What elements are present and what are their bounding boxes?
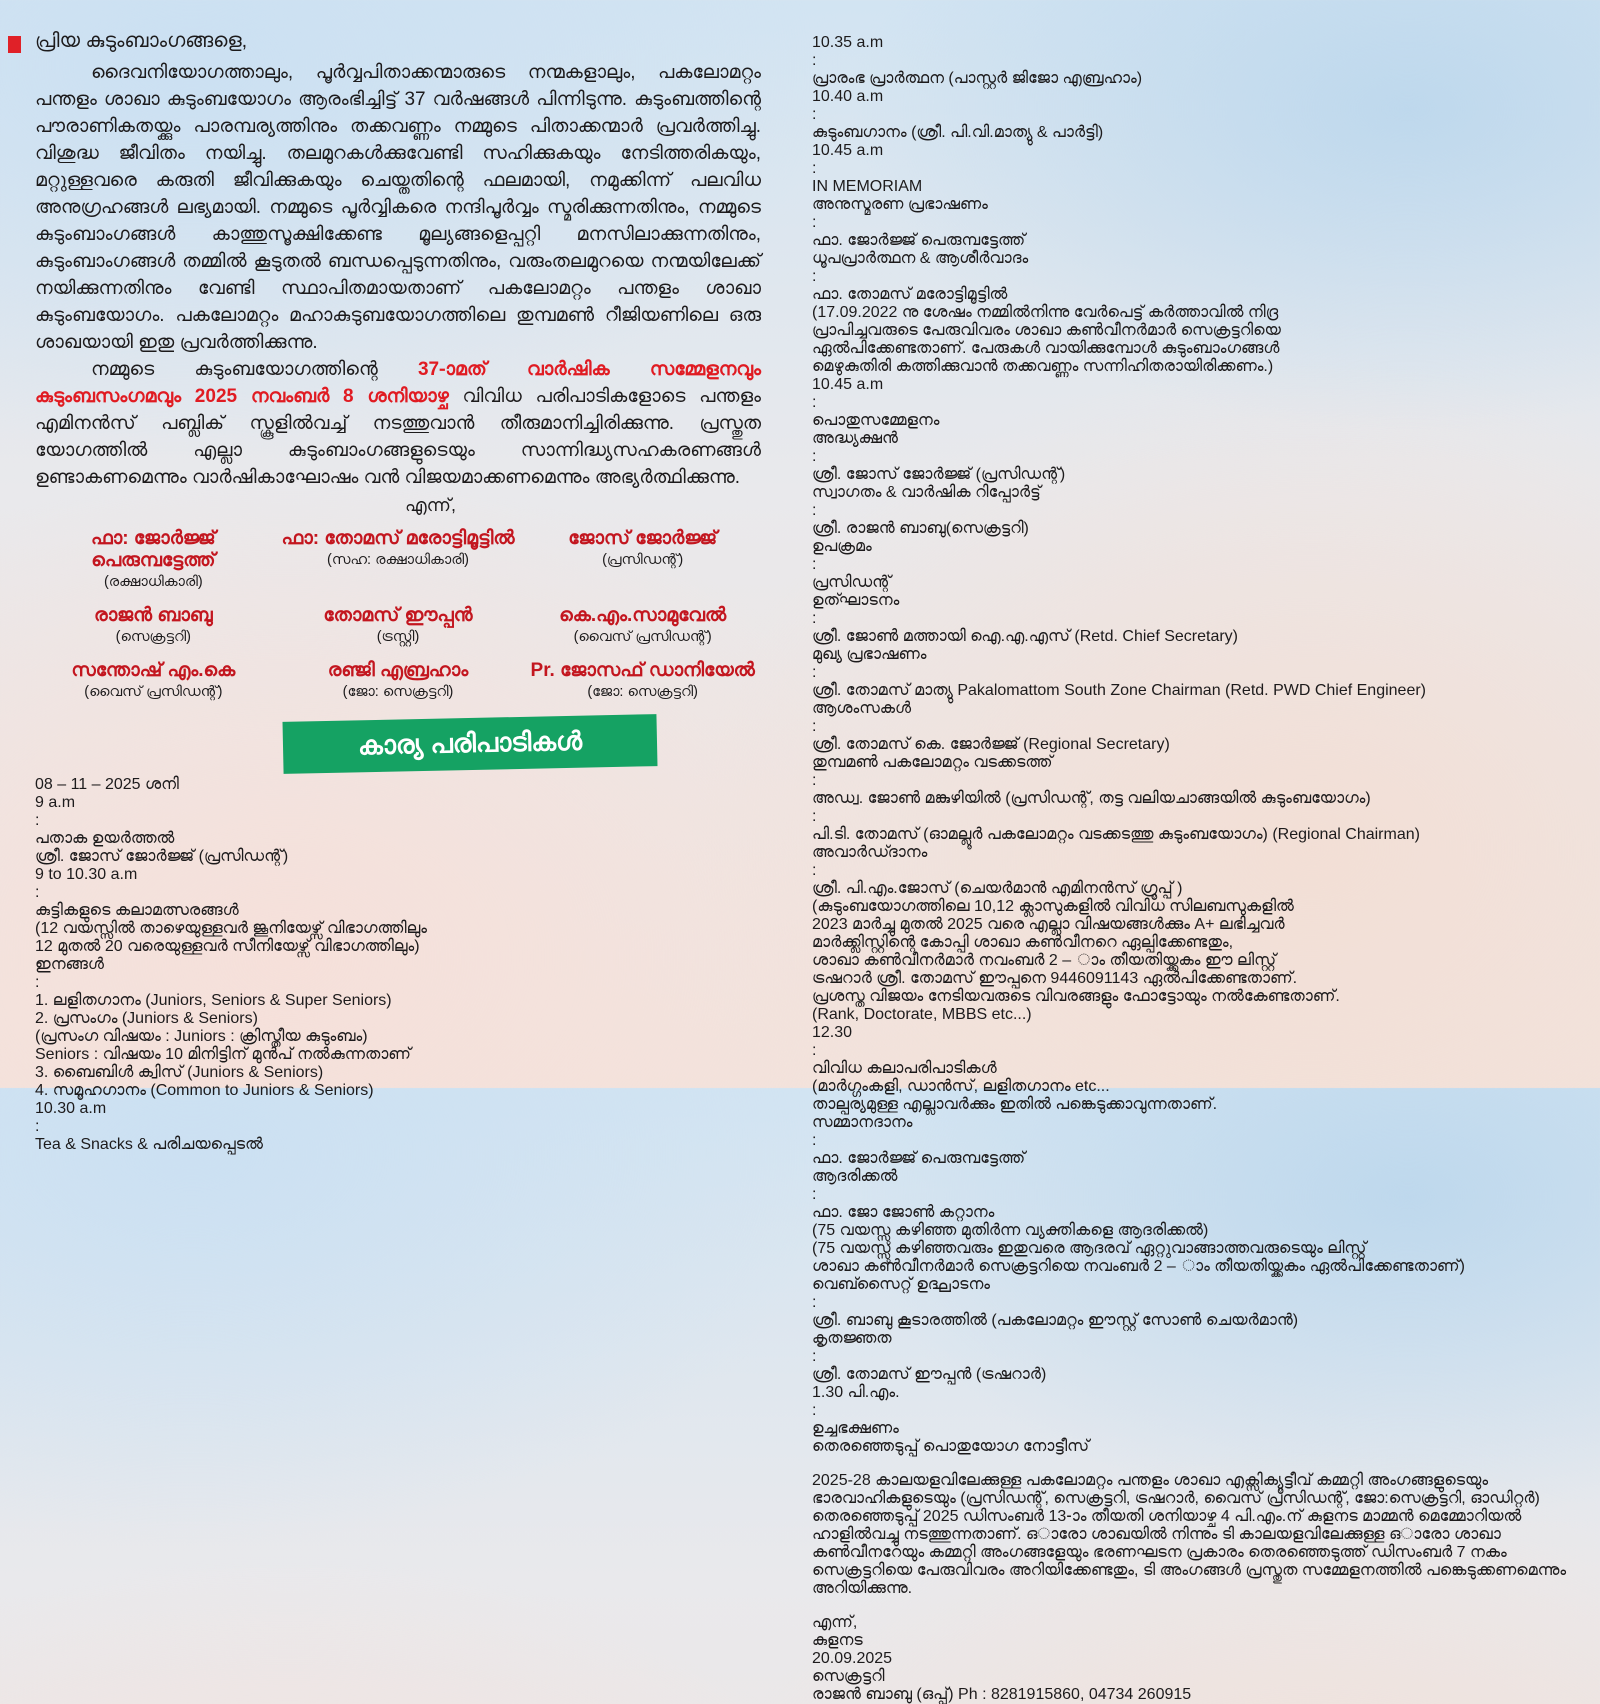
official: [35, 605, 272, 645]
text-segment: ശ്രീ. ജോസ് ജോർജ്ജ്: [35, 848, 199, 865]
official: [35, 528, 272, 590]
text-segment: ശ്രീ. തോമസ് മാത്യു: [812, 682, 958, 699]
schedule-content: [812, 1150, 1568, 1168]
right-schedule: [812, 34, 1568, 1438]
official-name: ഫാ: ജോർജ്ജ് പെരുമ്പട്ടേത്ത്: [90, 528, 216, 571]
schedule-line: [812, 790, 1568, 808]
official: [280, 605, 517, 645]
text-segment: (സെക്രട്ടറി): [945, 520, 1029, 537]
schedule-label: 9 a.m: [35, 794, 76, 811]
text-segment: കുടുംബഗാനം: [812, 124, 912, 141]
schedule-row: [812, 592, 1568, 646]
text-segment: (പ്രസംഗ വിഷയം :: [35, 1028, 175, 1045]
schedule-colon: :: [812, 1348, 817, 1365]
text-segment: 12 മുതൽ 20 വരെയുള്ളവർ സീനിയേഴ്സ് വിഭാഗത്തിലും): [35, 938, 420, 955]
text-segment: (12 വയസ്സിൽ താഴെയുള്ളവർ ജൂനിയേഴ്സ് വിഭാഗത്തിലും: [35, 920, 427, 937]
schedule-content: [812, 628, 1568, 646]
schedule-row: [812, 1168, 1568, 1276]
text-segment: IN MEMORIAM: [812, 178, 923, 195]
schedule-colon: :: [35, 974, 40, 991]
corner-mark: [8, 36, 21, 53]
schedule-colon: :: [812, 1294, 817, 1311]
text-segment: (മാർഗ്ഗംകളി, ഡാൻസ്, ലളിതഗാനം etc...: [812, 1078, 1110, 1095]
schedule-row: [812, 808, 1568, 844]
schedule-colon: :: [35, 1118, 40, 1135]
schedule-line: [812, 898, 1568, 916]
schedule-label: അനുസ്മരണ പ്രഭാഷണം: [812, 196, 988, 213]
schedule-line: [35, 992, 761, 1010]
schedule-row: [812, 1024, 1568, 1114]
text-segment: പൊതുസമ്മേളനം: [812, 412, 940, 429]
text-segment: (Regional Secretary): [1023, 736, 1170, 753]
text-segment: അഡ്വ. ജോൺ മങ്കുഴിയിൽ: [812, 790, 1006, 807]
official-name: കെ.എം.സാമുവേൽ: [559, 605, 727, 626]
schedule-colon: :: [812, 718, 817, 735]
text-segment: : വിഷയം 10 മിനിട്ടിന് മുൻപ് നൽകുന്നതാണ്: [89, 1046, 411, 1063]
schedule-label: മുഖ്യ പ്രഭാഷണം: [812, 646, 927, 663]
text-segment: കുട്ടികളുടെ കലാമത്സരങ്ങൾ: [35, 902, 239, 919]
schedule-line: [812, 412, 1568, 430]
program-banner: [282, 714, 657, 774]
schedule-colon: :: [35, 884, 40, 901]
election-notice-box: [812, 1438, 1568, 1704]
schedule-label: ഇനങ്ങൾ: [35, 956, 104, 973]
schedule-label: 9 to 10.30 a.m: [35, 866, 138, 883]
schedule-line: [812, 916, 1568, 934]
text-segment: ലഭിച്ചവർ: [1218, 916, 1285, 933]
schedule-content: [812, 232, 1568, 250]
schedule-label: ധൂപപ്രാർത്ഥന & ആശീർവാദം: [812, 250, 1029, 267]
schedule-line: [812, 1366, 1568, 1384]
schedule-content: [812, 736, 1568, 772]
schedule-colon: :: [812, 556, 817, 573]
text-segment: ശ്രീ. പി.എം.ജോസ്: [812, 880, 955, 897]
schedule-row: [812, 1330, 1568, 1384]
official-name: തോമസ് ഈപ്പൻ: [323, 605, 473, 626]
schedule-line: [812, 322, 1568, 340]
schedule-line: [812, 358, 1568, 376]
officials-grid: [35, 528, 761, 700]
schedule-row: [812, 844, 1568, 1024]
schedule-line: [35, 848, 761, 866]
schedule-content: [812, 70, 1568, 88]
schedule-colon: :: [812, 214, 817, 231]
schedule-content: [812, 466, 1568, 484]
schedule-row: [812, 376, 1568, 430]
notice-signer-line: [812, 1686, 1568, 1704]
schedule-line: [35, 938, 761, 956]
schedule-row: [812, 772, 1568, 808]
text-segment: Juniors: [174, 1028, 226, 1045]
right-page: [812, 34, 1568, 1704]
schedule-line: [812, 826, 1568, 844]
text-segment: (Juniors & Seniors): [121, 1010, 258, 1027]
schedule-row: [35, 794, 761, 866]
schedule-content: [35, 1136, 761, 1154]
schedule-colon: :: [812, 52, 817, 69]
schedule-line: [812, 466, 1568, 484]
schedule-line: [812, 520, 1568, 538]
text-segment: ശ്രീ. തോമസ് കെ. ജോർജ്ജ്: [812, 736, 1024, 753]
notice-body: 2025-28 കാലയളവിലേക്കുള്ള പകലോമറ്റം പന്തളം ശാഖാ എക്സിക്യൂട്ടീവ് കമ്മറ്റി അംഗങ്ങളുടെയും ഭാരവാഹികളുടെയും (പ്രസിഡന്റ്, സെക്രട്ടറി, ട്രഷറാർ, വൈസ് പ്രസിഡന്റ്, ജോ:സെക്രട്ടറി, ഓഡിറ്റർ) തെരഞ്ഞെടുപ്പ് 2025 ഡിസംബർ 13-ാം തീയതി ശനിയാഴ്ച 4 പി.എം.ന് കുളനട മാമ്മൻ മെമ്മോറിയൽ ഹാളിൽവച്ചു നടത്തുന്നതാണ്. ഒാരോ ശാഖയിൽ നിന്നും ടി കാലയളവിലേക്കുള്ള ഒാരോ ശാഖാ കൺവീനറേയും കമ്മറ്റി അംഗങ്ങളേയും ഭരണഘടന പ്രകാരം തെരഞ്ഞെടുത്ത് ഡിസംബർ 7 നകം സെക്രട്ടറിയെ പേരുവിവരം അറിയിക്കേണ്ടതും, ടി അംഗങ്ങൾ പ്രസ്തുത സമ്മേളനത്തിൽ പങ്കെടുക്കണമെന്നും അറിയിക്കുന്നു.: [812, 1472, 1567, 1597]
notice-title: തെരഞ്ഞെടുപ്പ് പൊതുയോഗ നോട്ടീസ്: [812, 1438, 1090, 1455]
schedule-colon: :: [812, 808, 817, 825]
schedule-row: [812, 700, 1568, 772]
schedule-colon: :: [812, 610, 817, 627]
schedule-row: [812, 250, 1568, 376]
text-segment: ഉച്ചഭക്ഷണം: [812, 1420, 899, 1437]
schedule-content: [812, 880, 1568, 1024]
text-segment: 2023 മാർച്ചു മുതൽ 2025 വരെ എല്ലാ വിഷയങ്ങൾക്കും: [812, 916, 1195, 933]
schedule-row: [812, 196, 1568, 250]
official-role: (വൈസ് പ്രസിഡന്റ്): [84, 684, 223, 700]
official: [524, 605, 761, 645]
schedule-line: [812, 1222, 1568, 1240]
official-role: (പ്രസിഡന്റ്): [602, 552, 684, 568]
official-role: (ട്രസ്റ്റി): [376, 629, 420, 645]
schedule-content: [35, 830, 761, 866]
schedule-line: [812, 340, 1568, 358]
schedule-line: [812, 988, 1568, 1006]
official-name: സന്തോഷ് എം.കെ: [71, 660, 236, 681]
schedule-colon: :: [812, 1402, 817, 1419]
text-segment: ഫാ. തോമസ് മരോട്ടിമൂട്ടിൽ: [812, 286, 1008, 303]
schedule-line: [812, 736, 1568, 754]
schedule-content: [35, 992, 761, 1100]
text-segment: (75 വയസ്സു കഴിഞ്ഞ മുതിർന്ന വ്യക്തികളെ ആദരിക്കൽ): [812, 1222, 1209, 1239]
notice-signer-role: സെക്രട്ടറി: [812, 1668, 885, 1685]
official-role: (വൈസ് പ്രസിഡന്റ്): [573, 629, 712, 645]
schedule-content: [812, 412, 1568, 430]
paragraph-1: ദൈവനിയോഗത്താലും, പൂർവ്വപിതാക്കന്മാരുടെ നന്മകളാലും, പകലോമറ്റം പന്തളം ശാഖാ കുടുംബയോഗം ആരംഭിച്ചിട്ട് 37 വർഷങ്ങൾ പിന്നിടുന്നു. കുടുംബത്തിന്റെ പൗരാണികതയ്ക്കും പാരമ്പര്യത്തിനും തക്കവണ്ണം നമ്മുടെ പിതാക്കന്മാർ പ്രവർത്തിച്ചു. വിശുദ്ധ ജീവിതം നയിച്ചു. തലമുറകൾക്കുവേണ്ടി സഹിക്കുകയും നേടിത്തരികയും, മറ്റുള്ളവരെ കരുതി ജീവിക്കുകയും ചെയ്തതിന്റെ ഫലമായി, നമുക്കിന്ന് പലവിധ അനുഗ്രഹങ്ങൾ ലഭ്യമായി. നമ്മുടെ പൂർവ്വികരെ നന്ദിപൂർവ്വം സ്മരിക്കുന്നതിനും, നമ്മുടെ കുടുംബാംഗങ്ങൾ കാത്തുസൂക്ഷിക്കേണ്ട മൂല്യങ്ങളെപ്പറ്റി മനസിലാക്കുന്നതിനും, കുടുംബാംഗങ്ങൾ തമ്മിൽ കൂടുതൽ ബന്ധപ്പെടുന്നതിനും, വരുംതലമുറയെ നന്മയിലേക്ക് നയിക്കുന്നതിനും വേണ്ടി സ്ഥാപിതമായതാണ് പകലോമറ്റം പന്തളം ശാഖാ കുടുംബയോഗം. പകലോമറ്റം മഹാകുടുബയോഗത്തിലെ തുമ്പമൺ റീജിയണിലെ ഒരു ശാഖയായി ഇതു പ്രവർത്തിക്കുന്നു.: [35, 62, 761, 353]
schedule-line: [812, 934, 1568, 952]
schedule-label: 10.35 a.m: [812, 34, 884, 51]
schedule-row: [812, 646, 1568, 700]
banner-wrap: [35, 714, 761, 776]
schedule-content: [812, 124, 1568, 142]
text-segment: താല്പര്യമുള്ള എല്ലാവർക്കും ഇതിൽ പങ്കെടുക്കാവുന്നതാണ്.: [812, 1096, 1218, 1113]
text-segment: (ചെയർമാൻ എമിനൻസ് ഗ്രൂപ്പ് ): [954, 880, 1183, 897]
schedule-colon: :: [812, 1042, 817, 1059]
schedule-row: [35, 866, 761, 956]
official-role: (ജോ: സെക്രട്ടറി): [342, 684, 454, 700]
schedule-line: [812, 880, 1568, 898]
program-banner-label: കാര്യ പരിപാടികൾ: [357, 725, 583, 761]
notice-signer-name: രാജൻ ബാബു: [812, 1686, 912, 1703]
event-date: 08 – 11 – 2025 ശനി: [35, 776, 179, 793]
official-name: Pr. ജോസഫ് ഡാനിയേൽ: [530, 660, 755, 681]
schedule-line: [812, 1078, 1568, 1096]
notice-place: കുളനട: [812, 1632, 863, 1649]
text-segment: പി.ടി. തോമസ്: [812, 826, 924, 843]
text-segment: 4. സമൂഹഗാനം: [35, 1082, 151, 1099]
schedule-colon: :: [812, 1132, 817, 1149]
text-segment: പ്രസിഡന്റ്: [812, 574, 891, 591]
official-name: ഫാ: തോമസ് മരോട്ടിമൂട്ടിൽ: [281, 528, 515, 549]
text-segment: Tea & Snacks & പരിചയപ്പെടൽ: [35, 1136, 263, 1153]
schedule-colon: :: [812, 394, 817, 411]
left-schedule: [35, 794, 761, 1154]
text-segment: (കുടുംബയോഗത്തിലെ 10,12 ക്ലാസുകളിൽ വിവിധ സിലബസുകളിൽ: [812, 898, 1294, 915]
schedule-colon: :: [812, 772, 817, 789]
text-segment: 1. ലളിതഗാനം: [35, 992, 146, 1009]
text-segment: (Retd. PWD Chief Engineer): [1225, 682, 1427, 699]
schedule-line: [35, 830, 761, 848]
official: [524, 660, 761, 700]
schedule-label: അദ്ധ്യക്ഷൻ: [812, 430, 898, 447]
schedule-line: [35, 1136, 761, 1154]
schedule-label: ആദരിക്കൽ: [812, 1168, 898, 1185]
schedule-line: [812, 1312, 1568, 1330]
text-segment: പതാക ഉയർത്തൽ: [35, 830, 175, 847]
schedule-content: [812, 574, 1568, 592]
schedule-label: ഉപക്രമം: [812, 538, 872, 555]
schedule-row: [35, 956, 761, 1100]
text-segment: : ക്രിസ്തീയ കുടുംബം): [225, 1028, 368, 1045]
notice-date: 20.09.2025: [812, 1650, 893, 1667]
schedule-colon: :: [812, 448, 817, 465]
text-segment: (പ്രസിഡന്റ്, തട്ട വലിയചാങ്ങയിൽ കുടുംബയോഗം): [1005, 790, 1371, 807]
text-segment: Seniors: [35, 1046, 90, 1063]
schedule-content: [812, 286, 1568, 376]
schedule-label: 10.45 a.m: [812, 142, 884, 159]
schedule-line: [812, 1258, 1568, 1276]
text-segment: Pakalomattom South Zone Chairman: [957, 682, 1226, 699]
notice-signature-block: [812, 1668, 1568, 1704]
schedule-label: 10.40 a.m: [812, 88, 884, 105]
schedule-label: 10.30 a.m: [35, 1100, 107, 1117]
schedule-line: [812, 124, 1568, 142]
text-segment: ഫാ. ജോർജ്ജ് പെരുമ്പട്ടേത്ത്: [812, 232, 1026, 249]
text-segment: (പാസ്റ്റർ ജിജോ എബ്രഹാം): [948, 70, 1143, 87]
schedule-content: [35, 902, 761, 956]
text-segment: ട്രഷറാർ ശ്രീ. തോമസ് ഈപ്പനെ 9446091143 ഏൽപിക്കേണ്ടതാണ്.: [812, 970, 1298, 987]
text-segment: ശാഖാ കൺവീനർമാർ സെക്രട്ടറിയെ നവംബർ 2 – ാം തീയതിയ്ക്കകം ഏൽപിക്കേണ്ടതാണ്): [812, 1258, 1465, 1275]
official: [524, 528, 761, 590]
paragraph-2-post: വിവിധ പരിപാടികളോടെ പന്തളം എമിനൻസ് പബ്ലിക് സ്കൂളിൽവച്ച് നടത്തുവാൻ തീരുമാനിച്ചിരിക്കുന്നു. പ്രസ്തുത യോഗത്തിൽ എല്ലാ കുടുംബാംഗങ്ങളുടെയും സാന്നിദ്ധ്യസഹകരണങ്ങൾ ഉണ്ടാകണമെന്നും വാർഷികാഘോഷം വൻ വിജയമാക്കണമെന്നും അഭ്യർത്ഥിക്കുന്നു.: [35, 386, 761, 488]
schedule-colon: :: [812, 1186, 817, 1203]
official: [280, 528, 517, 590]
official-name: ജോസ് ജോർജ്ജ്: [568, 528, 718, 549]
schedule-line: [812, 682, 1568, 700]
text-segment: പ്രശസ്ത വിജയം നേടിയവരുടെ വിവരങ്ങളും ഫോട്ടോയും നൽകേണ്ടതാണ്.: [812, 988, 1340, 1005]
schedule-line: [35, 1064, 761, 1082]
text-segment: (ഓമല്ലൂർ പകലോമറ്റം വടക്കടത്തു കുടുംബയോഗം): [923, 826, 1273, 843]
signoff: എന്ന്,: [405, 495, 456, 515]
schedule-line: [812, 628, 1568, 646]
schedule-line: [812, 286, 1568, 304]
schedule-row: [812, 34, 1568, 88]
text-segment: (Juniors, Seniors & Super Seniors): [145, 992, 392, 1009]
schedule-row: [812, 484, 1568, 538]
schedule-label: 12.30: [812, 1024, 853, 1041]
schedule-colon: :: [812, 862, 817, 879]
text-segment: (പകലോമറ്റം ഈസ്റ്റ് സോൺ ചെയർമാൻ): [991, 1312, 1299, 1329]
schedule-content: [812, 1366, 1568, 1384]
schedule-line: [812, 754, 1568, 772]
notice-place-date: [812, 1632, 1568, 1668]
text-segment: (Rank, Doctorate, MBBS etc...): [812, 1006, 1032, 1023]
schedule-line: [812, 178, 1568, 196]
text-segment: ഫാ. ജോർജ്ജ് പെരുമ്പട്ടേത്ത്: [812, 1150, 1026, 1167]
official-role: (സെക്രട്ടറി): [115, 629, 191, 645]
paragraph-2-pre: നമ്മുടെ കുടുംബയോഗത്തിന്റെ: [91, 359, 418, 380]
official-role: (സഹ: രക്ഷാധികാരി): [327, 552, 469, 568]
text-segment: ശ്രീ. തോമസ് ഈപ്പൻ: [812, 1366, 976, 1383]
text-segment: (Retd. Chief Secretary): [1074, 628, 1238, 645]
schedule-line: [812, 232, 1568, 250]
schedule-colon: :: [812, 106, 817, 123]
schedule-colon: :: [812, 160, 817, 177]
text-segment: A+: [1194, 916, 1219, 933]
official-role: (രക്ഷാധികാരി): [103, 574, 203, 590]
text-segment: 3. ബൈബിൾ ക്വിസ്: [35, 1064, 188, 1081]
schedule-row: [35, 1100, 761, 1154]
schedule-row: [812, 1114, 1568, 1168]
schedule-content: [812, 826, 1568, 844]
text-segment: ശാഖാ കൺവീനർമാർ നവംബർ 2 – ാം തീയതിയ്ക്കകം ഈ ലിസ്റ്റ്: [812, 952, 1277, 969]
schedule-line: [35, 1082, 761, 1100]
schedule-colon: :: [812, 268, 817, 285]
text-segment: പ്രാപിച്ചവരുടെ പേരുവിവരം ശാഖാ കൺവീനർമാർ സെക്രട്ടറിയെ: [812, 322, 1281, 339]
schedule-label: 1.30 പി.എം.: [812, 1384, 900, 1401]
schedule-line: [35, 920, 761, 938]
schedule-row: [812, 1384, 1568, 1438]
schedule-line: [812, 1240, 1568, 1258]
notice-footer: [812, 1632, 1568, 1704]
schedule-line: [812, 1096, 1568, 1114]
schedule-content: [812, 682, 1568, 700]
notice-signer-contact: (ഒപ്പ്) Ph : 8281915860, 04734 260915: [916, 1686, 1192, 1703]
schedule-line: [812, 1420, 1568, 1438]
intro-paragraphs: [35, 59, 761, 516]
schedule-content: [812, 790, 1568, 808]
text-segment: മെഴുകുതിരി കത്തിക്കുവാൻ തക്കവണ്ണം സന്നിഹിതരായിരിക്കണം.): [812, 358, 1274, 375]
schedule-row: [812, 1276, 1568, 1330]
text-segment: തുമ്പമൺ പകലോമറ്റം വടക്കടത്ത്: [812, 754, 1053, 771]
schedule-line: [35, 1010, 761, 1028]
text-segment: (17.09.2022 നു ശേഷം നമ്മിൽനിന്നു വേർപെട്ട് കർത്താവിൽ നിദ്ര: [812, 304, 1279, 321]
text-segment: (ട്രഷറാർ): [975, 1366, 1047, 1383]
greeting: പ്രിയ കുടുംബാംഗങ്ങളെ,: [35, 30, 248, 52]
schedule-label: സമ്മാനദാനം: [812, 1114, 913, 1131]
schedule-line: [812, 970, 1568, 988]
schedule-label: ഉത്ഘാടനം: [812, 592, 900, 609]
schedule-line: [35, 902, 761, 920]
schedule-label: 10.45 a.m: [812, 376, 884, 393]
paragraph-2: [35, 356, 761, 491]
text-segment: ശ്രീ. ജോസ് ജോർജ്ജ്: [812, 466, 976, 483]
notice-signoff: എന്ന്,: [812, 1614, 858, 1631]
text-segment: (Regional Chairman): [1272, 826, 1420, 843]
schedule-label: സ്വാഗതം & വാർഷിക റിപ്പോർട്ട്: [812, 484, 1041, 501]
schedule-colon: :: [812, 664, 817, 681]
schedule-content: [812, 1060, 1568, 1114]
text-segment: 2. പ്രസംഗം: [35, 1010, 122, 1027]
text-segment: ഫാ. ജോ ജോൺ കറ്റാനം: [812, 1204, 995, 1221]
schedule-row: [812, 142, 1568, 196]
schedule-label: കൃതജ്ഞത: [812, 1330, 892, 1347]
schedule-line: [812, 304, 1568, 322]
official-name: രാജൻ ബാബു: [93, 605, 213, 626]
schedule-line: [35, 1028, 761, 1046]
text-segment: ഏൽപിക്കേണ്ടതാണ്. പേരുകൾ വായിക്കുമ്പോൾ കുടുംബാംഗങ്ങൾ: [812, 340, 1280, 357]
official-name: രഞ്ജി എബ്രഹാം: [327, 660, 469, 681]
text-segment: വിവിധ കലാപരിപാടികൾ: [812, 1060, 997, 1077]
official-role: (ജോ: സെക്രട്ടറി): [587, 684, 699, 700]
schedule-content: [812, 1420, 1568, 1438]
text-segment: മാർക്ക്ലിസ്റ്റിന്റെ കോപ്പി ശാഖാ കൺവീനറെ ഏല്പിക്കേണ്ടതും,: [812, 934, 1234, 951]
schedule-row: [812, 430, 1568, 484]
schedule-content: [812, 520, 1568, 538]
text-segment: പ്രാരംഭ പ്രാർത്ഥന: [812, 70, 949, 87]
schedule-line: [812, 1204, 1568, 1222]
schedule-line: [812, 1006, 1568, 1024]
left-page: [35, 30, 761, 1154]
schedule-content: [812, 178, 1568, 196]
text-segment: ശ്രീ. ബാബു കൂടാരത്തിൽ: [812, 1312, 992, 1329]
schedule-colon: :: [35, 812, 40, 829]
text-segment: (Common to Juniors & Seniors): [150, 1082, 374, 1099]
schedule-line: [812, 70, 1568, 88]
text-segment: ശ്രീ. ജോൺ മത്തായി ഐ.എ.എസ്: [812, 628, 1075, 645]
schedule-row: [812, 538, 1568, 592]
schedule-line: [812, 1060, 1568, 1078]
schedule-label: വെബ്സൈറ്റ് ഉദ്ഘാടനം: [812, 1276, 991, 1293]
text-segment: (പ്രസിഡന്റ്): [198, 848, 289, 865]
schedule-content: [812, 1312, 1568, 1330]
text-segment: (75 വയസ്സു കഴിഞ്ഞവരും ഇതുവരെ ആദരവ് ഏറ്റുവാങ്ങാത്തവരുടെയും ലിസ്റ്റ്: [812, 1240, 1367, 1257]
paragraph-2-highlight: 37-ാമത് വാർഷിക സമ്മേളനവും കുടുംബസംഗമവും 2025 നവംബർ 8 ശനിയാഴ്ച: [35, 359, 761, 407]
official: [35, 660, 272, 700]
schedule-content: [812, 1204, 1568, 1276]
text-segment: ശ്രീ. രാജൻ ബാബു: [812, 520, 946, 537]
schedule-row: [812, 88, 1568, 142]
text-segment: (പ്രസിഡന്റ്): [975, 466, 1066, 483]
schedule-line: [812, 952, 1568, 970]
schedule-line: [812, 1150, 1568, 1168]
schedule-label: ആശംസകൾ: [812, 700, 912, 717]
schedule-label: അവാർഡ്ദാനം: [812, 844, 928, 861]
schedule-line: [35, 1046, 761, 1064]
text-segment: (Juniors & Seniors): [187, 1064, 324, 1081]
text-segment: (ശ്രീ. പി.വി.മാത്യു & പാർട്ടി): [911, 124, 1104, 141]
official: [280, 660, 517, 700]
schedule-line: [812, 574, 1568, 592]
schedule-colon: :: [812, 502, 817, 519]
